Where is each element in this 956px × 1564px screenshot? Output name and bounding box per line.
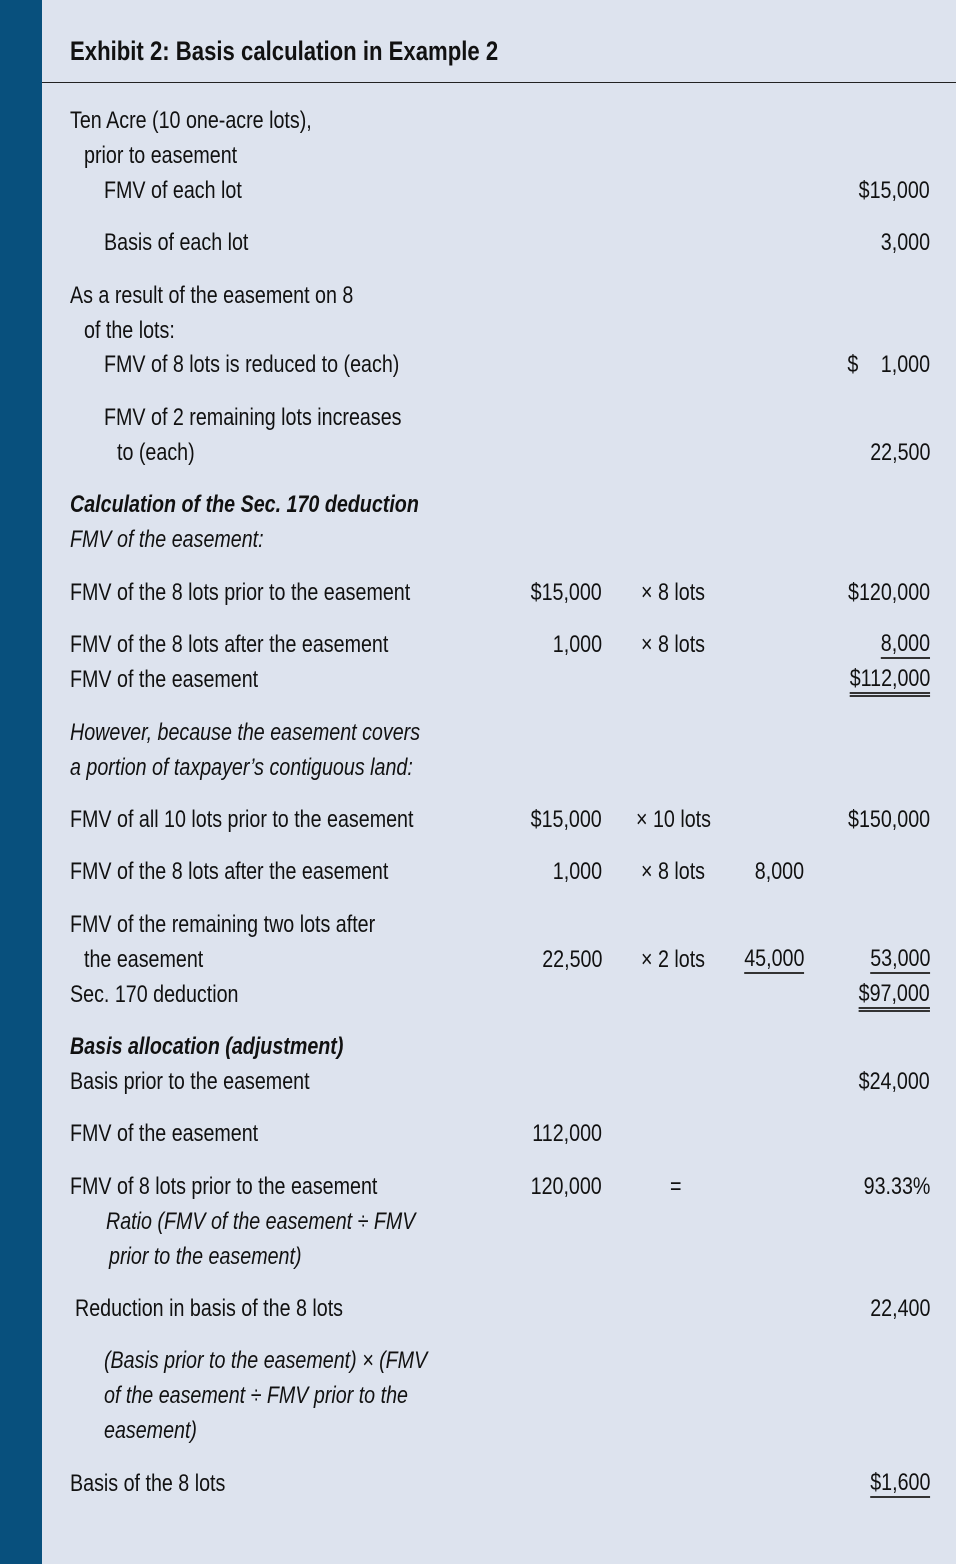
final-basis-label: Basis of the 8 lots <box>70 1470 226 1497</box>
table-row <box>0 805 956 835</box>
deduction-subheading-row <box>0 525 956 555</box>
remaining-line-2: the easement <box>84 946 204 973</box>
increase-line-2: to (each) <box>117 439 195 466</box>
deduction-heading: Calculation of the Sec. 170 deduction <box>70 491 419 518</box>
however-row <box>0 718 956 748</box>
exhibit-title: Exhibit 2: Basis calculation in Example 2 <box>70 36 499 66</box>
basis-prior-value: $24,000 <box>858 1068 930 1095</box>
increase-row <box>0 438 956 468</box>
row-label: FMV of the 8 lots after the easement <box>70 858 389 885</box>
deduction-heading-row <box>0 490 956 520</box>
fmv-each-lot-row <box>0 176 956 206</box>
formula-row <box>0 1346 956 1376</box>
deduction-subheading: FMV of the easement: <box>70 526 264 553</box>
row-unit-value: $15,000 <box>530 579 602 606</box>
however-row <box>0 753 956 783</box>
basis-each-lot-label: Basis of each lot <box>104 229 249 256</box>
remaining-row <box>0 945 956 975</box>
reduced-value: 1,000 <box>880 351 930 378</box>
basis-prior-row <box>0 1067 956 1097</box>
table-row <box>0 578 956 608</box>
however-line-2: a portion of taxpayer’s contiguous land: <box>70 754 413 781</box>
deduction-total-row <box>0 980 956 1010</box>
basis-heading: Basis allocation (adjustment) <box>70 1033 344 1060</box>
ratio-line-2: prior to the easement) <box>109 1243 302 1270</box>
fmv-each-lot-label: FMV of each lot <box>104 177 242 204</box>
ratio-line-1: Ratio (FMV of the easement ÷ FMV <box>106 1208 416 1235</box>
reduction-row <box>0 1294 956 1324</box>
row-label: FMV of the 8 lots prior to the easement <box>70 579 411 606</box>
result-line-1: As a result of the easement on 8 <box>70 282 354 309</box>
result-line-2: of the lots: <box>84 317 175 344</box>
remaining-row <box>0 910 956 940</box>
reduced-label: FMV of 8 lots is reduced to (each) <box>104 351 400 378</box>
basis-easement-row <box>0 1119 956 1149</box>
row-total: $150,000 <box>847 806 930 833</box>
ratio-row <box>0 1242 956 1272</box>
ratio-value: 93.33% <box>863 1173 930 1200</box>
remaining-total: 53,000 <box>869 945 930 972</box>
formula-row <box>0 1381 956 1411</box>
basis-heading-row <box>0 1032 956 1062</box>
remaining-line-1: FMV of the remaining two lots after <box>70 911 376 938</box>
increase-value: 22,500 <box>869 439 930 466</box>
fmv-each-lot-value: $15,000 <box>858 177 930 204</box>
result-row <box>0 316 956 346</box>
result-row <box>0 281 956 311</box>
row-label: FMV of all 10 lots prior to the easement <box>70 806 414 833</box>
basis-easement-label: FMV of the easement <box>70 1120 259 1147</box>
remaining-unit-value: 22,500 <box>541 946 602 973</box>
reduction-value: 22,400 <box>869 1295 930 1322</box>
exhibit-header <box>42 0 956 83</box>
fmv8-label: FMV of 8 lots prior to the easement <box>70 1173 378 1200</box>
intro-line-2: prior to easement <box>84 142 238 169</box>
fmv8-value: 120,000 <box>530 1173 602 1200</box>
remaining-subtotal: 45,000 <box>743 945 804 972</box>
basis-easement-value: 112,000 <box>532 1120 602 1147</box>
row-unit-value: $15,000 <box>530 806 602 833</box>
final-basis-row <box>0 1469 956 1499</box>
deduction-total-value: $97,000 <box>859 980 930 1012</box>
fmv8-row <box>0 1172 956 1202</box>
formula-row <box>0 1416 956 1446</box>
however-line-1: However, because the easement covers <box>70 719 421 746</box>
reduced-row <box>0 350 956 380</box>
intro-line-1: Ten Acre (10 one-acre lots), <box>70 107 312 134</box>
basis-prior-label: Basis prior to the easement <box>70 1068 310 1095</box>
basis-each-lot-value: 3,000 <box>880 229 930 256</box>
intro-row <box>0 141 956 171</box>
row-total: $120,000 <box>847 579 930 606</box>
row-multiplier: × 8 lots <box>641 631 705 658</box>
remaining-multiplier: × 2 lots <box>641 946 705 973</box>
deduction-total-label: Sec. 170 deduction <box>70 981 239 1008</box>
ratio-row <box>0 1207 956 1237</box>
row-unit-value: 1,000 <box>552 858 602 885</box>
table-row <box>0 630 956 660</box>
equals-sign: = <box>670 1173 682 1200</box>
increase-row <box>0 403 956 433</box>
row-multiplier: × 8 lots <box>641 858 705 885</box>
table-row <box>0 857 956 887</box>
intro-row <box>0 106 956 136</box>
reduction-label: Reduction in basis of the 8 lots <box>75 1295 344 1322</box>
row-multiplier: × 8 lots <box>641 579 705 606</box>
easement-total-value: $112,000 <box>849 665 930 697</box>
increase-line-1: FMV of 2 remaining lots increases <box>104 404 402 431</box>
row-multiplier: × 10 lots <box>636 806 711 833</box>
final-basis-value: $1,600 <box>869 1469 930 1496</box>
row-unit-value: 1,000 <box>552 631 602 658</box>
row-label: FMV of the 8 lots after the easement <box>70 631 389 658</box>
reduced-dollar-sign: $ <box>847 351 858 378</box>
formula-line-3: easement) <box>104 1417 197 1444</box>
formula-line-1: (Basis prior to the easement) × (FMV <box>104 1347 428 1374</box>
row-total: 8,000 <box>880 630 930 657</box>
formula-line-2: of the easement ÷ FMV prior to the <box>104 1382 408 1409</box>
basis-each-lot-row <box>0 228 956 258</box>
row-subtotal: 8,000 <box>754 858 804 885</box>
easement-total-label: FMV of the easement <box>70 666 259 693</box>
easement-total-row <box>0 665 956 695</box>
